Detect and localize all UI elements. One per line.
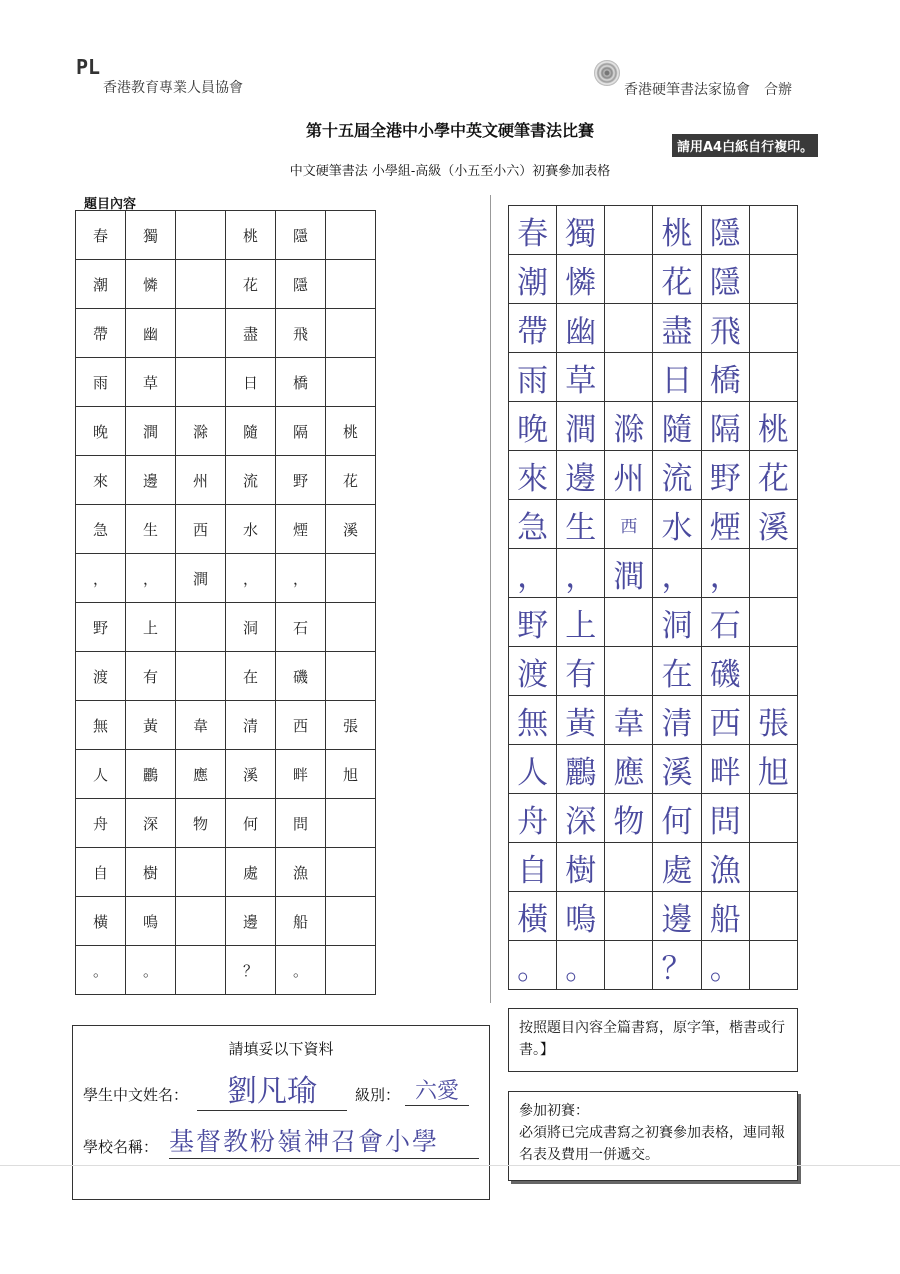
answer-row xyxy=(509,402,798,451)
page-subtitle: 中文硬筆書法 小學組-高級（小五至小六）初賽參加表格 xyxy=(289,164,611,179)
question-cell: 澗 xyxy=(176,554,226,603)
answer-cell: 漁 xyxy=(701,843,749,892)
question-cell xyxy=(326,897,376,946)
question-cell: 舟 xyxy=(76,799,126,848)
question-cell: 憐 xyxy=(126,260,176,309)
answer-cell: 深 xyxy=(557,794,605,843)
question-cell: 邊 xyxy=(126,456,176,505)
question-cell: 草 xyxy=(126,358,176,407)
question-cell: ， xyxy=(76,554,126,603)
question-cell: 漁 xyxy=(276,848,326,897)
answer-cell xyxy=(605,843,653,892)
question-cell xyxy=(326,652,376,701)
answer-cell: 石 xyxy=(701,598,749,647)
question-cell: 幽 xyxy=(126,309,176,358)
answer-cell: ， xyxy=(653,549,701,598)
question-cell: 獨 xyxy=(126,211,176,260)
answer-cell: 溪 xyxy=(653,745,701,794)
answer-row xyxy=(509,451,798,500)
question-cell: 隱 xyxy=(276,260,326,309)
answer-row xyxy=(509,647,798,696)
question-row xyxy=(76,750,376,799)
question-row xyxy=(76,505,376,554)
answer-cell: 洞 xyxy=(653,598,701,647)
question-cell: 處 xyxy=(226,848,276,897)
question-cell xyxy=(176,848,226,897)
entry-title: 參加初賽： xyxy=(519,1103,589,1119)
answer-cell: 花 xyxy=(653,255,701,304)
answer-cell: 生 xyxy=(557,500,605,549)
question-cell: 急 xyxy=(76,505,126,554)
answer-cell: 野 xyxy=(701,451,749,500)
edu-association-logo: PL xyxy=(76,55,101,79)
question-row xyxy=(76,358,376,407)
question-cell: 水 xyxy=(226,505,276,554)
question-cell xyxy=(326,554,376,603)
answer-cell: ， xyxy=(509,549,557,598)
answer-cell: 州 xyxy=(605,451,653,500)
answer-cell xyxy=(605,255,653,304)
answer-cell xyxy=(749,843,797,892)
question-row xyxy=(76,211,376,260)
question-cell xyxy=(176,211,226,260)
answer-cell xyxy=(749,206,797,255)
answer-cell: 飛 xyxy=(701,304,749,353)
answer-row xyxy=(509,794,798,843)
question-row xyxy=(76,407,376,456)
answer-cell: 何 xyxy=(653,794,701,843)
question-cell: 無 xyxy=(76,701,126,750)
answer-row xyxy=(509,696,798,745)
answer-cell: 。 xyxy=(701,941,749,990)
answer-cell: 幽 xyxy=(557,304,605,353)
answer-grid xyxy=(508,205,798,990)
org-right-name: 香港硬筆書法家協會 合辦 xyxy=(624,82,792,98)
entry-text: 必須將已完成書寫之初賽參加表格，連同報名表及費用一併遞交。 xyxy=(519,1125,785,1163)
question-cell: 橋 xyxy=(276,358,326,407)
answer-cell: 在 xyxy=(653,647,701,696)
answer-cell: 雨 xyxy=(509,353,557,402)
answer-cell xyxy=(749,647,797,696)
answer-cell: 滁 xyxy=(605,402,653,451)
question-cell: 盡 xyxy=(226,309,276,358)
question-cell: 隔 xyxy=(276,407,326,456)
answer-cell: 渡 xyxy=(509,647,557,696)
question-cell xyxy=(326,603,376,652)
answer-cell: 清 xyxy=(653,696,701,745)
answer-cell: 帶 xyxy=(509,304,557,353)
question-cell: 應 xyxy=(176,750,226,799)
answer-cell: 磯 xyxy=(701,647,749,696)
question-cell: 日 xyxy=(226,358,276,407)
answer-cell: 溪 xyxy=(749,500,797,549)
question-cell: 花 xyxy=(226,260,276,309)
question-cell xyxy=(176,358,226,407)
question-cell: 。 xyxy=(276,946,326,995)
question-cell: ， xyxy=(126,554,176,603)
answer-cell: 船 xyxy=(701,892,749,941)
answer-cell: 憐 xyxy=(557,255,605,304)
question-cell: 石 xyxy=(276,603,326,652)
answer-cell: 問 xyxy=(701,794,749,843)
question-cell: 有 xyxy=(126,652,176,701)
question-cell xyxy=(176,897,226,946)
question-cell: 磯 xyxy=(276,652,326,701)
question-cell xyxy=(176,309,226,358)
answer-cell: 處 xyxy=(653,843,701,892)
question-cell: 物 xyxy=(176,799,226,848)
question-cell: 生 xyxy=(126,505,176,554)
question-cell: 來 xyxy=(76,456,126,505)
question-cell: 韋 xyxy=(176,701,226,750)
question-cell: 西 xyxy=(276,701,326,750)
answer-cell: 。 xyxy=(557,941,605,990)
answer-row xyxy=(509,500,798,549)
question-cell xyxy=(176,652,226,701)
grade-label: 級別： xyxy=(355,1086,401,1104)
answer-cell: 。 xyxy=(509,941,557,990)
question-cell: 船 xyxy=(276,897,326,946)
question-cell: 花 xyxy=(326,456,376,505)
question-row xyxy=(76,652,376,701)
answer-cell xyxy=(605,647,653,696)
answer-cell: 野 xyxy=(509,598,557,647)
answer-cell: 煙 xyxy=(701,500,749,549)
instruction-text: 按照題目內容全篇書寫，原字筆，楷書或行書。】 xyxy=(519,1020,785,1058)
answer-cell xyxy=(605,892,653,941)
question-cell: 晚 xyxy=(76,407,126,456)
question-cell: 旭 xyxy=(326,750,376,799)
question-cell xyxy=(176,603,226,652)
question-cell: 隱 xyxy=(276,211,326,260)
answer-cell: 應 xyxy=(605,745,653,794)
question-row xyxy=(76,701,376,750)
answer-cell: 流 xyxy=(653,451,701,500)
answer-cell xyxy=(749,255,797,304)
a4-note-badge: 請用A4白紙自行複印。 xyxy=(672,134,818,157)
answer-cell xyxy=(605,353,653,402)
question-cell: 洞 xyxy=(226,603,276,652)
question-cell: 飛 xyxy=(276,309,326,358)
question-cell: 野 xyxy=(76,603,126,652)
answer-cell: 邊 xyxy=(557,451,605,500)
question-cell xyxy=(326,946,376,995)
answer-cell: 鸝 xyxy=(557,745,605,794)
question-cell: 鸝 xyxy=(126,750,176,799)
answer-row xyxy=(509,745,798,794)
answer-row xyxy=(509,353,798,402)
answer-cell xyxy=(749,598,797,647)
question-cell: 鳴 xyxy=(126,897,176,946)
answer-cell: 黃 xyxy=(557,696,605,745)
answer-cell: 來 xyxy=(509,451,557,500)
question-cell: 帶 xyxy=(76,309,126,358)
answer-row xyxy=(509,892,798,941)
answer-cell: 鳴 xyxy=(557,892,605,941)
answer-cell: 有 xyxy=(557,647,605,696)
question-cell: 畔 xyxy=(276,750,326,799)
question-cell: 。 xyxy=(76,946,126,995)
question-cell: ， xyxy=(276,554,326,603)
answer-cell: 上 xyxy=(557,598,605,647)
question-cell: 人 xyxy=(76,750,126,799)
answer-cell: 西 xyxy=(605,500,653,549)
question-cell: 自 xyxy=(76,848,126,897)
answer-row xyxy=(509,255,798,304)
scan-line xyxy=(0,1165,900,1166)
question-row xyxy=(76,946,376,995)
answer-cell: 急 xyxy=(509,500,557,549)
question-row xyxy=(76,309,376,358)
question-cell: ？ xyxy=(226,946,276,995)
question-cell: 雨 xyxy=(76,358,126,407)
page-title: 第十五屆全港中小學中英文硬筆書法比賽 xyxy=(305,121,594,140)
answer-row xyxy=(509,206,798,255)
divider-line xyxy=(490,195,491,1003)
answer-cell: 隱 xyxy=(701,206,749,255)
question-cell xyxy=(326,848,376,897)
answer-cell: 邊 xyxy=(653,892,701,941)
question-cell: 桃 xyxy=(226,211,276,260)
answer-cell: 橋 xyxy=(701,353,749,402)
answer-row xyxy=(509,304,798,353)
answer-cell: ， xyxy=(557,549,605,598)
question-cell xyxy=(326,358,376,407)
question-cell: 問 xyxy=(276,799,326,848)
question-cell: 何 xyxy=(226,799,276,848)
answer-cell: 晚 xyxy=(509,402,557,451)
question-row xyxy=(76,603,376,652)
question-cell: 上 xyxy=(126,603,176,652)
question-row xyxy=(76,848,376,897)
question-cell xyxy=(176,260,226,309)
answer-cell xyxy=(605,941,653,990)
answer-cell: 西 xyxy=(701,696,749,745)
answer-row xyxy=(509,549,798,598)
question-cell: 滁 xyxy=(176,407,226,456)
question-label: 題目內容 xyxy=(84,197,137,212)
question-cell: ， xyxy=(226,554,276,603)
answer-cell: 桃 xyxy=(749,402,797,451)
answer-cell: 日 xyxy=(653,353,701,402)
answer-cell: 隔 xyxy=(701,402,749,451)
answer-cell: 樹 xyxy=(557,843,605,892)
answer-cell: 澗 xyxy=(557,402,605,451)
org-left-name: 香港教育專業人員協會 xyxy=(103,80,243,96)
question-grid xyxy=(75,210,376,995)
question-cell xyxy=(176,946,226,995)
question-cell: 州 xyxy=(176,456,226,505)
question-cell: 清 xyxy=(226,701,276,750)
answer-cell: 張 xyxy=(749,696,797,745)
answer-cell xyxy=(749,892,797,941)
question-cell: 在 xyxy=(226,652,276,701)
answer-cell xyxy=(749,941,797,990)
question-row xyxy=(76,260,376,309)
question-cell xyxy=(326,260,376,309)
grade-field[interactable]: 六愛 xyxy=(405,1074,469,1106)
answer-row xyxy=(509,941,798,990)
question-row xyxy=(76,799,376,848)
answer-cell: ？ xyxy=(653,941,701,990)
answer-cell xyxy=(749,353,797,402)
answer-cell: 草 xyxy=(557,353,605,402)
answer-cell: 橫 xyxy=(509,892,557,941)
answer-cell xyxy=(749,549,797,598)
answer-cell: 畔 xyxy=(701,745,749,794)
answer-cell: 旭 xyxy=(749,745,797,794)
answer-cell: 獨 xyxy=(557,206,605,255)
answer-cell xyxy=(749,304,797,353)
question-cell: 煙 xyxy=(276,505,326,554)
answer-cell xyxy=(605,206,653,255)
question-cell: 深 xyxy=(126,799,176,848)
answer-cell: 無 xyxy=(509,696,557,745)
question-cell: 溪 xyxy=(326,505,376,554)
question-cell: 流 xyxy=(226,456,276,505)
question-cell: 野 xyxy=(276,456,326,505)
question-cell: 桃 xyxy=(326,407,376,456)
answer-cell xyxy=(605,598,653,647)
question-cell: 樹 xyxy=(126,848,176,897)
answer-row xyxy=(509,598,798,647)
answer-cell: 春 xyxy=(509,206,557,255)
question-cell: 春 xyxy=(76,211,126,260)
question-cell: 澗 xyxy=(126,407,176,456)
question-cell xyxy=(326,799,376,848)
answer-cell: 潮 xyxy=(509,255,557,304)
question-row xyxy=(76,897,376,946)
calligraphy-association-logo xyxy=(594,60,620,86)
name-field[interactable]: 劉凡瑜 xyxy=(197,1066,347,1111)
question-cell: 潮 xyxy=(76,260,126,309)
question-cell: 黃 xyxy=(126,701,176,750)
question-cell: 西 xyxy=(176,505,226,554)
name-label: 學生中文姓名： xyxy=(83,1086,189,1104)
school-label: 學校名稱： xyxy=(83,1138,159,1156)
student-info-box xyxy=(72,1025,490,1200)
answer-cell xyxy=(605,304,653,353)
answer-cell: ， xyxy=(701,549,749,598)
question-cell: 橫 xyxy=(76,897,126,946)
answer-cell: 人 xyxy=(509,745,557,794)
answer-cell: 韋 xyxy=(605,696,653,745)
question-cell: 邊 xyxy=(226,897,276,946)
answer-cell: 桃 xyxy=(653,206,701,255)
answer-cell xyxy=(749,794,797,843)
answer-cell: 澗 xyxy=(605,549,653,598)
question-cell: 渡 xyxy=(76,652,126,701)
instruction-note xyxy=(508,1008,798,1072)
question-cell: 隨 xyxy=(226,407,276,456)
question-cell xyxy=(326,211,376,260)
answer-cell: 隱 xyxy=(701,255,749,304)
info-title: 請填妥以下資料 xyxy=(228,1040,334,1058)
question-cell: 。 xyxy=(126,946,176,995)
question-cell xyxy=(326,309,376,358)
question-cell: 張 xyxy=(326,701,376,750)
answer-cell: 水 xyxy=(653,500,701,549)
question-row xyxy=(76,456,376,505)
entry-note xyxy=(508,1091,798,1181)
answer-cell: 盡 xyxy=(653,304,701,353)
answer-cell: 隨 xyxy=(653,402,701,451)
answer-row xyxy=(509,843,798,892)
answer-cell: 物 xyxy=(605,794,653,843)
school-field[interactable]: 基督教粉嶺神召會小學 xyxy=(169,1122,479,1159)
answer-cell: 自 xyxy=(509,843,557,892)
answer-cell: 花 xyxy=(749,451,797,500)
question-cell: 溪 xyxy=(226,750,276,799)
question-row xyxy=(76,554,376,603)
answer-cell: 舟 xyxy=(509,794,557,843)
